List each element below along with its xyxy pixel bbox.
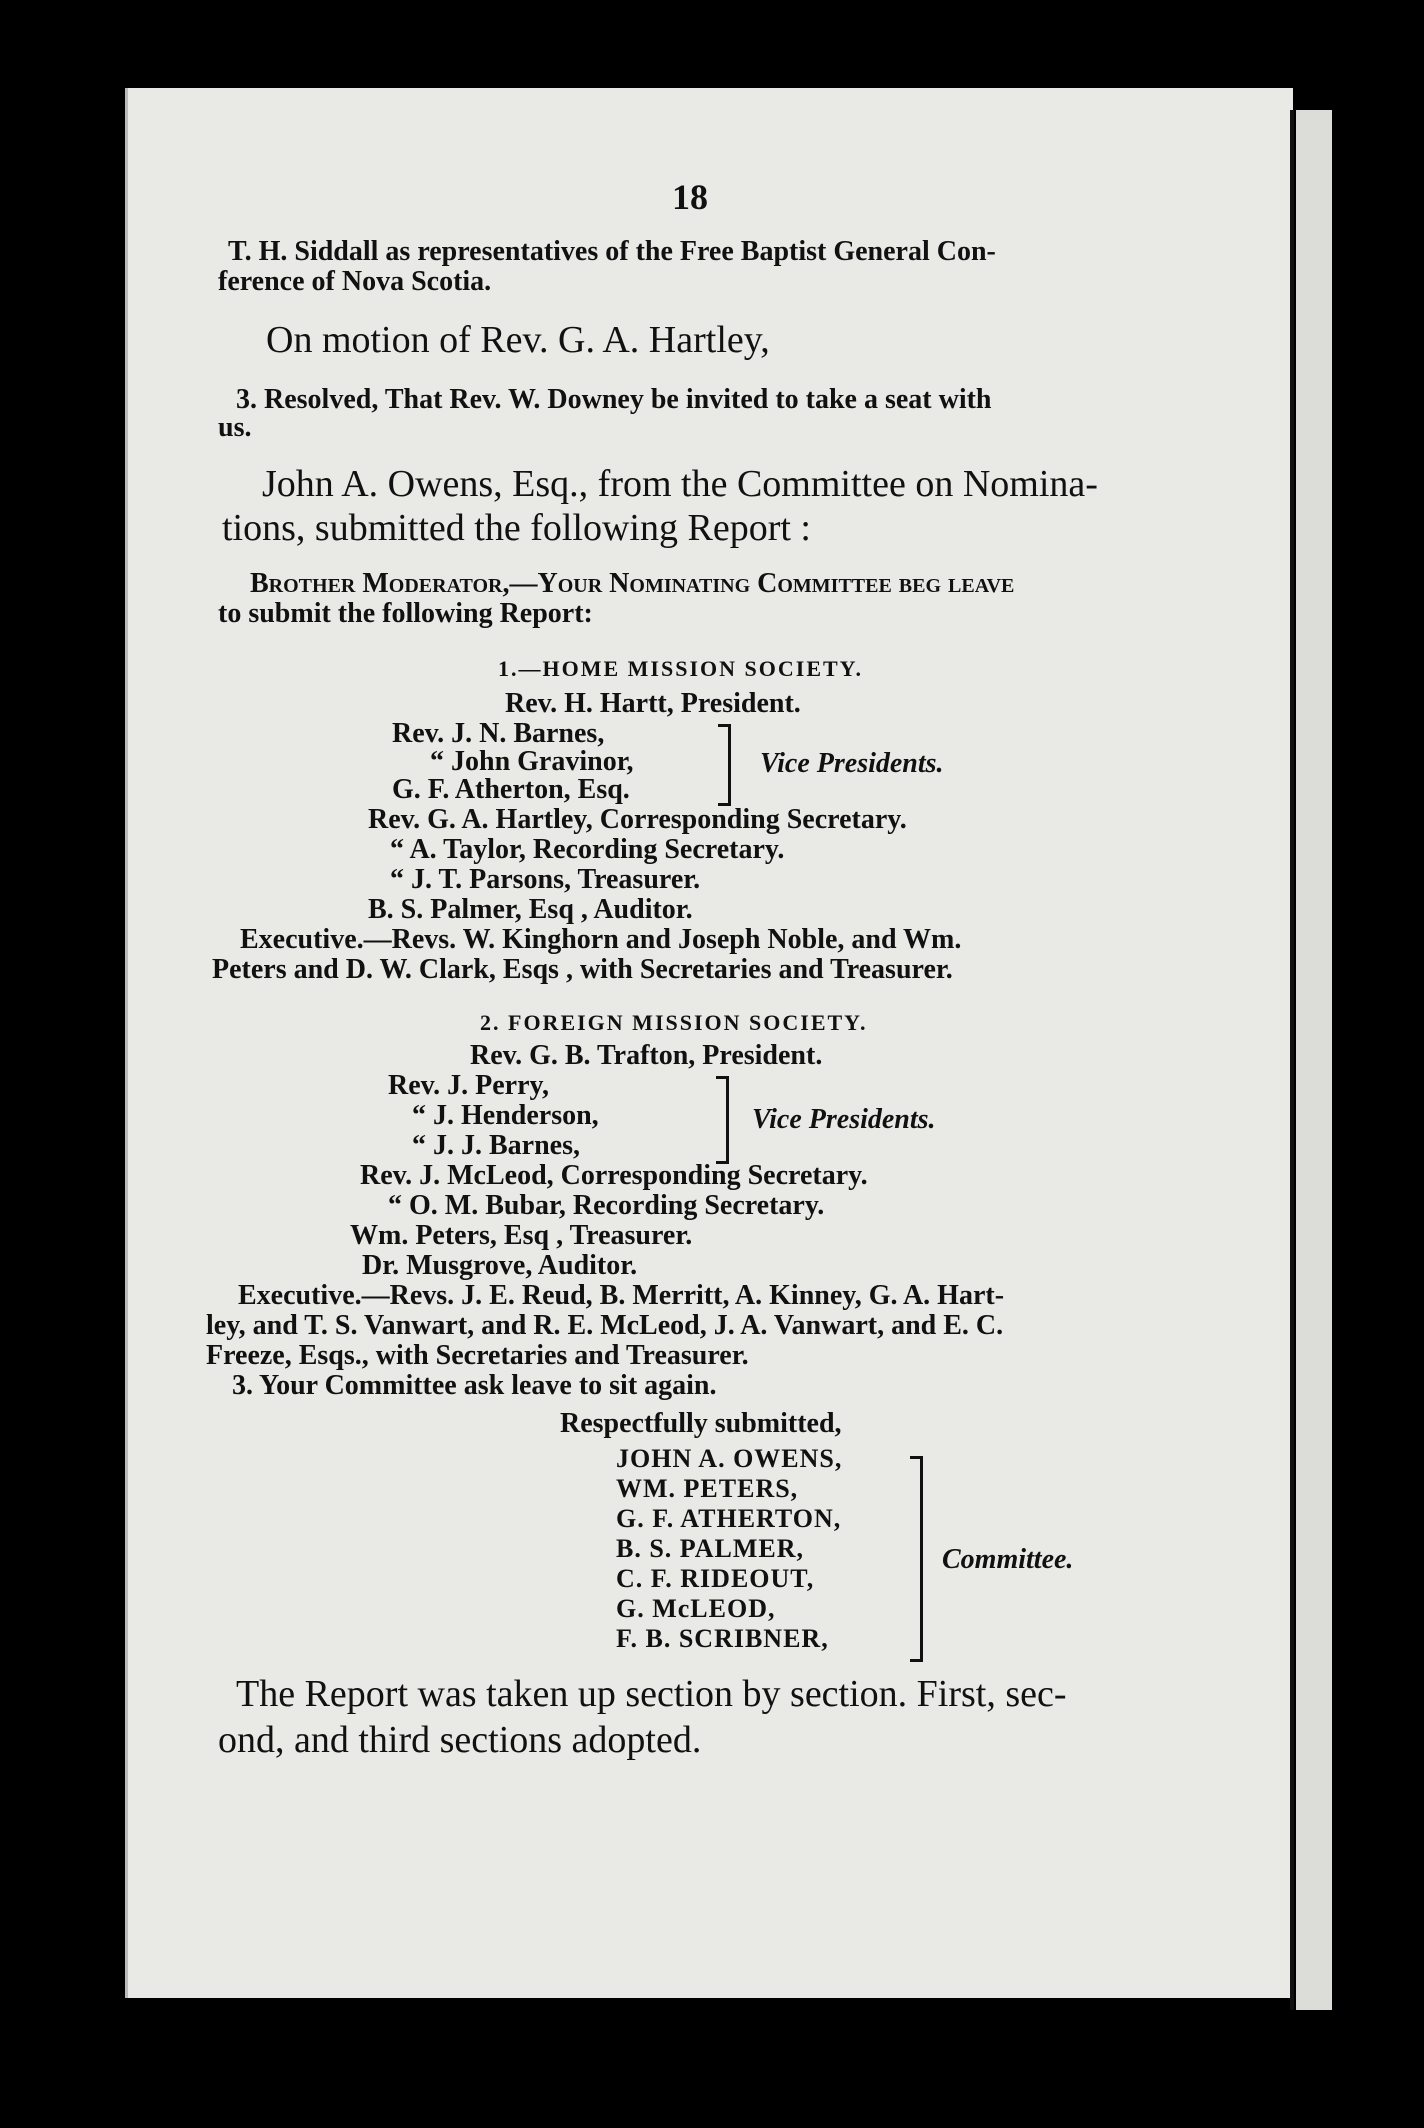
officer-line: Rev. J. McLeod, Corresponding Secretary. <box>360 1160 868 1191</box>
address-line: to submit the following Report: <box>218 598 593 629</box>
officer-line: Rev. H. Hartt, President. <box>505 688 801 719</box>
officer-line: “ J. J. Barnes, <box>412 1130 580 1161</box>
signer-name: C. F. RIDEOUT, <box>616 1564 815 1593</box>
final-line: ond, and third sections adopted. <box>218 1719 702 1761</box>
resolution-line: us. <box>218 412 252 443</box>
officer-line: Dr. Musgrove, Auditor. <box>362 1250 638 1281</box>
officer-line: “ J. T. Parsons, Treasurer. <box>390 864 701 895</box>
signer-name: WM. PETERS, <box>616 1474 799 1503</box>
executive-line: ley, and T. S. Vanwart, and R. E. McLeod, J. A. Vanwart, and E. C. <box>206 1310 1004 1341</box>
report-intro-line: John A. Owens, Esq., from the Committee on Nomina- <box>262 463 1098 505</box>
resolution-line: 3. Resolved, That Rev. W. Downey be invited to take a seat with <box>236 384 992 415</box>
officer-line: Rev. J. Perry, <box>388 1070 549 1101</box>
officer-line: Rev. J. N. Barnes, <box>392 718 605 749</box>
final-line: The Report was taken up section by section. First, sec- <box>236 1673 1067 1715</box>
motion-line: On motion of Rev. G. A. Hartley, <box>266 319 770 361</box>
officer-line: “ John Gravinor, <box>430 746 634 777</box>
officer-line: Rev. G. B. Trafton, President. <box>470 1040 823 1071</box>
officer-line: “ A. Taylor, Recording Secretary. <box>390 834 785 865</box>
page-gutter <box>1290 110 1294 2010</box>
signer-name: G. F. ATHERTON, <box>616 1504 842 1533</box>
address-line: Brother Moderator,—Your Nominating Committee beg leave <box>250 568 1015 599</box>
next-page-edge <box>1296 110 1332 2010</box>
section-heading: 2. FOREIGN MISSION SOCIETY. <box>480 1010 868 1035</box>
officer-line: B. S. Palmer, Esq , Auditor. <box>368 894 693 925</box>
executive-line: Executive.—Revs. J. E. Reud, B. Merritt, A. Kinney, G. A. Hart- <box>238 1280 1005 1311</box>
vice-presidents-label: Vice Presidents. <box>752 1104 936 1135</box>
text-line: ference of Nova Scotia. <box>218 266 492 297</box>
committee-label: Committee. <box>942 1544 1074 1575</box>
closing-line: Respectfully submitted, <box>560 1408 842 1439</box>
item-line: 3. Your Committee ask leave to sit again. <box>232 1370 717 1401</box>
section-heading: 1.—HOME MISSION SOCIETY. <box>498 656 864 681</box>
officer-line: “ O. M. Bubar, Recording Secretary. <box>388 1190 825 1221</box>
signer-name: B. S. PALMER, <box>616 1534 805 1563</box>
officer-line: Wm. Peters, Esq , Treasurer. <box>350 1220 693 1251</box>
executive-line: Executive.—Revs. W. Kinghorn and Joseph Noble, and Wm. <box>240 924 962 955</box>
report-intro-line: tions, submitted the following Report : <box>222 507 811 549</box>
officer-line: Rev. G. A. Hartley, Corresponding Secretary. <box>368 804 907 835</box>
signer-name: F. B. SCRIBNER, <box>616 1624 829 1653</box>
officer-line: G. F. Atherton, Esq. <box>392 774 630 805</box>
page-number: 18 <box>672 177 708 217</box>
signer-name: G. McLEOD, <box>616 1594 776 1623</box>
officer-line: “ J. Henderson, <box>412 1100 599 1131</box>
brace <box>910 1456 923 1662</box>
brace <box>716 1076 729 1164</box>
vice-presidents-label: Vice Presidents. <box>760 748 944 779</box>
brace <box>718 724 731 806</box>
text-line: T. H. Siddall as representatives of the Free Baptist General Con- <box>228 236 996 267</box>
signer-name: JOHN A. OWENS, <box>616 1444 843 1473</box>
executive-line: Freeze, Esqs., with Secretaries and Treasurer. <box>206 1340 749 1371</box>
executive-line: Peters and D. W. Clark, Esqs , with Secretaries and Treasurer. <box>212 954 953 985</box>
